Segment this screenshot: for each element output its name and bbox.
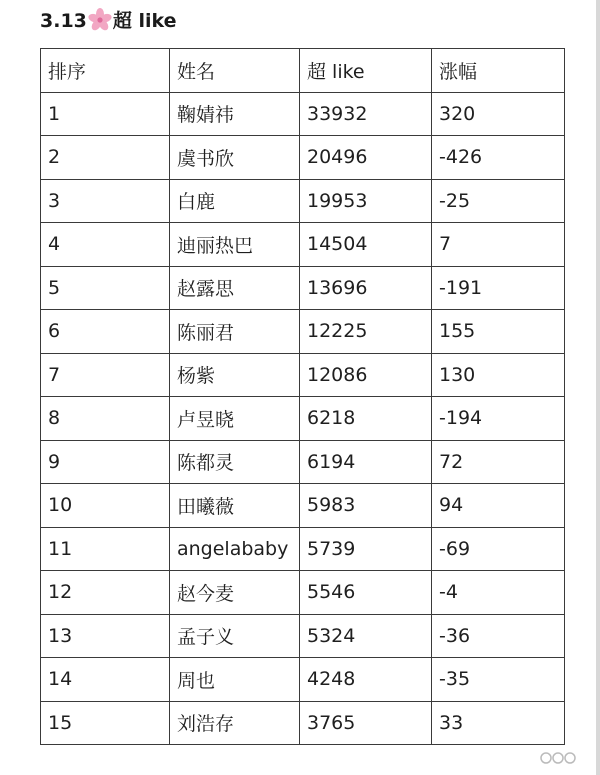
cell-change: -25	[432, 179, 565, 223]
header-rank: 排序	[41, 49, 170, 93]
table-row	[41, 701, 565, 745]
cell-super-like: 14504	[300, 223, 432, 267]
table-row	[41, 484, 565, 528]
cell-super-like: 5983	[300, 484, 432, 528]
cell-name: 田曦薇	[170, 484, 300, 528]
page-edge	[596, 0, 600, 775]
cell-rank: 7	[41, 353, 170, 397]
cell-name: 孟子义	[170, 614, 300, 658]
cell-super-like: 5546	[300, 571, 432, 615]
cell-rank: 15	[41, 701, 170, 745]
table-row	[41, 353, 565, 397]
cell-super-like: 12086	[300, 353, 432, 397]
cell-change: -194	[432, 397, 565, 441]
table-row	[41, 310, 565, 354]
table-row	[41, 266, 565, 310]
table-row	[41, 440, 565, 484]
cell-name: 陈都灵	[170, 440, 300, 484]
cell-change: 130	[432, 353, 565, 397]
table-row	[41, 223, 565, 267]
cell-name: 杨紫	[170, 353, 300, 397]
table-row	[41, 92, 565, 136]
cell-super-like: 5739	[300, 527, 432, 571]
header-change: 涨幅	[432, 49, 565, 93]
table-row	[41, 397, 565, 441]
cell-rank: 5	[41, 266, 170, 310]
cell-change: 72	[432, 440, 565, 484]
cell-name: 虞书欣	[170, 136, 300, 180]
cell-super-like: 3765	[300, 701, 432, 745]
header-name: 姓名	[170, 49, 300, 93]
cherry-blossom-icon	[88, 8, 112, 32]
cell-change: 33	[432, 701, 565, 745]
cell-rank: 14	[41, 658, 170, 702]
table-header-row	[41, 49, 565, 93]
cell-change: -35	[432, 658, 565, 702]
cell-name: 卢昱晓	[170, 397, 300, 441]
cell-change: -426	[432, 136, 565, 180]
cell-name: 周也	[170, 658, 300, 702]
cell-rank: 3	[41, 179, 170, 223]
cell-name: 陈丽君	[170, 310, 300, 354]
cell-super-like: 19953	[300, 179, 432, 223]
ranking-table	[40, 48, 565, 745]
cell-change: -69	[432, 527, 565, 571]
cell-name: 迪丽热巴	[170, 223, 300, 267]
header-super-like: 超 like	[300, 49, 432, 93]
cell-name: 赵今麦	[170, 571, 300, 615]
title-text: 超 like	[112, 10, 177, 32]
cell-super-like: 6218	[300, 397, 432, 441]
cell-super-like: 20496	[300, 136, 432, 180]
cell-super-like: 12225	[300, 310, 432, 354]
cell-change: 155	[432, 310, 565, 354]
cell-change: -36	[432, 614, 565, 658]
cell-super-like: 4248	[300, 658, 432, 702]
table-row	[41, 658, 565, 702]
cell-name: 刘浩存	[170, 701, 300, 745]
cell-change: 320	[432, 92, 565, 136]
table-row	[41, 527, 565, 571]
cell-change: 7	[432, 223, 565, 267]
cell-super-like: 6194	[300, 440, 432, 484]
cell-change: -4	[432, 571, 565, 615]
cell-change: -191	[432, 266, 565, 310]
table-row	[41, 179, 565, 223]
cell-rank: 9	[41, 440, 170, 484]
table-row	[41, 571, 565, 615]
table-row	[41, 614, 565, 658]
cell-rank: 11	[41, 527, 170, 571]
cell-rank: 2	[41, 136, 170, 180]
cell-rank: 12	[41, 571, 170, 615]
table-row	[41, 136, 565, 180]
cell-change: 94	[432, 484, 565, 528]
cell-rank: 10	[41, 484, 170, 528]
cell-name: angelababy	[170, 527, 300, 571]
cell-rank: 8	[41, 397, 170, 441]
watermark-logo	[540, 750, 576, 766]
cell-name: 赵露思	[170, 266, 300, 310]
cell-super-like: 13696	[300, 266, 432, 310]
title-date: 3.13	[40, 10, 87, 32]
cell-name: 鞠婧祎	[170, 92, 300, 136]
cell-name: 白鹿	[170, 179, 300, 223]
cell-rank: 6	[41, 310, 170, 354]
cell-super-like: 33932	[300, 92, 432, 136]
page-title	[40, 7, 177, 35]
cell-rank: 13	[41, 614, 170, 658]
cell-rank: 1	[41, 92, 170, 136]
cell-rank: 4	[41, 223, 170, 267]
cell-super-like: 5324	[300, 614, 432, 658]
